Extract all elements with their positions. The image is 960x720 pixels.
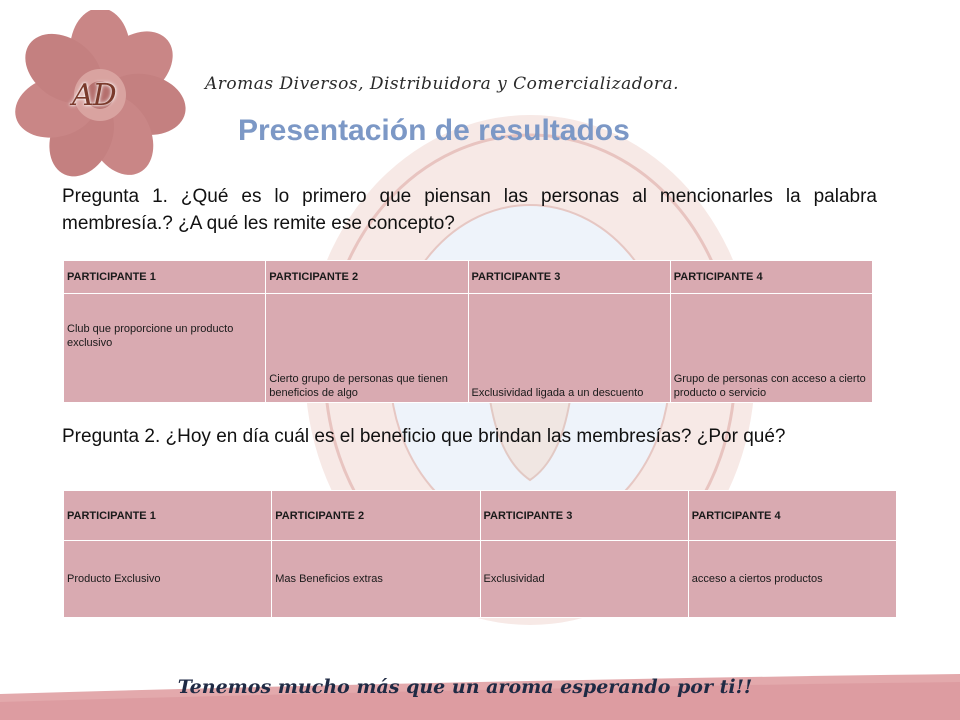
table-header-cell: PARTICIPANTE 2	[266, 261, 468, 294]
page-title: Presentación de resultados	[238, 114, 630, 147]
table-header-cell: PARTICIPANTE 3	[468, 261, 670, 294]
table-header-cell: PARTICIPANTE 4	[670, 261, 872, 294]
table-cell: Exclusividad ligada a un descuento	[468, 294, 670, 403]
table-cell: Grupo de personas con acceso a cierto producto o servicio	[670, 294, 872, 403]
table-row	[64, 541, 897, 618]
table-cell: Producto Exclusivo	[64, 541, 272, 618]
table-header-cell: PARTICIPANTE 1	[64, 261, 266, 294]
table-row	[64, 294, 873, 403]
table-header-cell: PARTICIPANTE 3	[480, 491, 688, 541]
table-cell: Mas Beneficios extras	[272, 541, 480, 618]
question-1-text: Pregunta 1. ¿Qué es lo primero que piensan las personas al mencionarles la palabra membresía.? ¿A qué les remite ese concepto?	[62, 186, 877, 234]
footer-slogan: Tenemos mucho más que un aroma esperando por ti!!	[177, 676, 753, 698]
table-header-cell: PARTICIPANTE 2	[272, 491, 480, 541]
question-1-table	[63, 260, 873, 403]
question-2-table	[63, 490, 897, 618]
question-2-text: Pregunta 2. ¿Hoy en día cuál es el beneficio que brindan las membresías? ¿Por qué?	[62, 426, 786, 447]
table-header-row	[64, 261, 873, 294]
table-cell: Club que proporcione un producto exclusivo	[64, 294, 266, 403]
table-cell: Exclusividad	[480, 541, 688, 618]
table-cell: acceso a ciertos productos	[688, 541, 896, 618]
table-header-cell: PARTICIPANTE 4	[688, 491, 896, 541]
table-header-row	[64, 491, 897, 541]
table-header-cell: PARTICIPANTE 1	[64, 491, 272, 541]
company-name: Aromas Diversos, Distribuidora y Comercializadora.	[205, 74, 680, 94]
table-cell: Cierto grupo de personas que tienen beneficios de algo	[266, 294, 468, 403]
logo-monogram: AD	[72, 78, 116, 113]
